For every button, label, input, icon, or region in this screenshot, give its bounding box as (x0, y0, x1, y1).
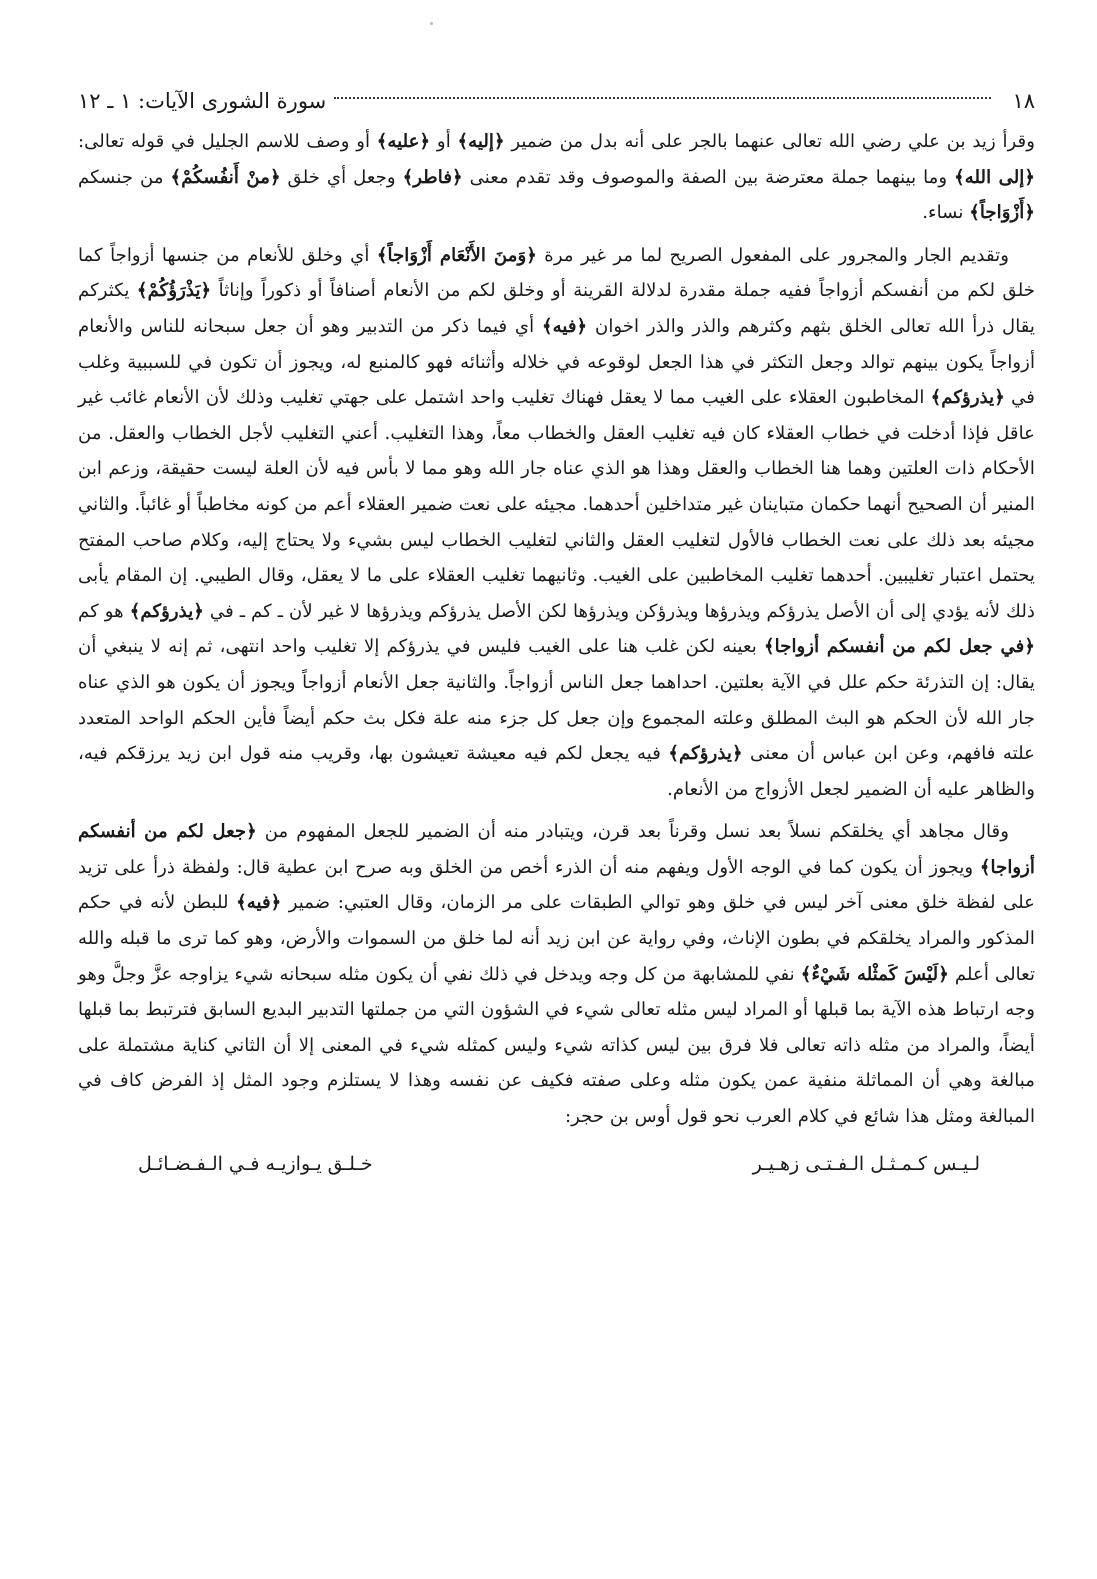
quran-quote: ﴿فاطر﴾ (402, 166, 463, 188)
chapter-title: سورة الشورى الآيات: ١ ـ ١٢ (78, 89, 327, 113)
quran-quote: ﴿فيه﴾ (236, 892, 282, 914)
quran-quote: ﴿إلى الله﴾ (954, 166, 1036, 188)
text-run: نساء. (922, 202, 970, 224)
body-text (78, 124, 1035, 1135)
quran-quote: ﴿لَيْسَ كَمثْله شَيْءٌ﴾ (800, 963, 949, 985)
text-run: وما بينهما جملة معترضة بين الصفة والموصوف وقد تقدم معنى (462, 166, 955, 188)
page-number: ١٨ (1012, 89, 1035, 113)
text-run: وتقديم الجار والمجرور على المفعول الصريح لما مر غير مرة (536, 244, 1010, 266)
quran-quote: ﴿يذرؤكم﴾ (668, 743, 743, 765)
verse-second-hemistich: خـلـق يـوازيـه فـي الـفـضـائـل (138, 1152, 373, 1175)
quran-quote: ﴿منْ أَنفُسكُمْ﴾ (170, 166, 281, 188)
verse-first-hemistich: لـيـس كـمـثـل الـفـتـى زهـيـر (752, 1152, 980, 1175)
paragraph (78, 814, 1035, 1134)
text-run: وجعل أي خلق (280, 166, 403, 188)
text-run: وقرأ زيد بن علي رضي الله تعالى عنهما بالجر على أنه بدل من ضمير (504, 131, 1036, 152)
text-run: أي وخلق للأنعام من جنسها أزواجاً كما خلق لكم من أنفسكم أزواجاً ففيه جملة مقدرة لدلالة القرينة أو وخلق لكم من الأنعام أصنافاً أو ذكوراً وإناثاً (78, 244, 1035, 302)
text-run: من جنسكم (78, 166, 171, 188)
quran-quote: ﴿في جعل لكم من أنفسكم أزواجا﴾ (764, 636, 1035, 658)
running-head (78, 78, 1035, 112)
text-run: أي فيما ذكر من التدبير وهو أن جعل سبحانه للناس والأنعام أزواجاً يكون بينهم توالد وجعل التكثر في هذا الجعل لوقوعه في خلاله وأثنائه فهو كالمنبع له، ويجوز أن تكون في للسببية وغلب في (78, 315, 1035, 409)
quran-quote: ﴿إليه﴾ (457, 131, 505, 152)
text-run: نفي للمشابهة من كل وجه ويدخل في ذلك نفي أن يكون مثله سبحانه شيء يزاوجه عزَّ وجلَّ وهو وجه ارتباط هذه الآية بما قبلها أو المراد ليس مثله تعالى شيء في الشؤون التي من جملتها التدبير البديع السابق فترتبط بما قبلها أيضاً، والمراد من مثله ذاته تعالى فلا فرق بين ليس كذاته شيء وليس كمثله شيء في المعنى إلا أن الثاني كناية مشتملة على مبالغة وهي أن المماثلة منفية عمن يكون مثله وعلى صفته فكيف عن نفسه وهذا لا يستلزم وجود المثل إذ الفرض كاف في المبالغة ومثل هذا شائع في كلام العرب نحو قول أوس بن حجر: (78, 963, 1035, 1128)
paragraph (78, 124, 1035, 231)
quran-quote: ﴿يَذْرَؤُكُمْ﴾ (136, 280, 212, 302)
paragraph (78, 238, 1035, 808)
text-run: للبطن لأنه في حكم المذكور والمراد يخلقكم في بطون الإناث، وفي رواية عن ابن زيد أنه لما خلق من السموات والأرض، وهو كما ترى ما قبله والله تعالى أعلم (78, 892, 1036, 985)
book-page (78, 78, 1035, 1559)
text-run: بعينه لكن غلب هنا على الغيب فليس في يذرؤكم إلا تغليب واحد انتهى، ثم إنه لا ينبغي أن يقال: إن التذرئة حكم علل في الآية بعلتين. احداهما جعل الناس أزواجاً. والثانية جعل الأنعام أزواجاً ويجوز أن يكون هو الذي عناه جار الله لأن الحكم هو البث المطلق وعلته المجموع وإن جعل كل جزء منه علة فكل بث حكم أيضاً فأين الحكم الواحد المتعدد علته فافهم، وعن ابن عباس أن معنى (78, 636, 1036, 765)
quran-quote: ﴿أَزْوَاجاً﴾ (969, 202, 1035, 224)
quran-quote: ﴿جعل لكم من أنفسكم أزواجا﴾ (78, 821, 1035, 878)
quran-quote: ﴿عليه﴾ (376, 131, 431, 152)
text-run: هو كم (78, 600, 130, 622)
text-run: يكثركم يقال ذرأ الله تعالى الخلق بثهم وكثرهم والذر والذر اخوان (78, 280, 1035, 337)
scan-mark (430, 22, 433, 25)
text-run: أو (430, 131, 458, 152)
leader-dots (334, 91, 991, 99)
text-run: فيه يجعل لكم فيه معيشة تعيشون بها، وقريب منه قول ابن زيد يرزقكم فيه، والظاهر عليه أن الضمير لجعل الأزواج من الأنعام. (78, 743, 1035, 800)
text-run: المخاطبون العقلاء على الغيب مما لا يعقل فهناك تغليب واحد اشتمل على جهتي تغليب وذلك لأن الأنعام غائب غير عاقل فإذا أدخلت في خطاب العقلاء كان فيه تغليب العقل والخطاب معاً، وهذا التغليب. أعني التغليب لأجل الخطاب والعقل. من الأحكام ذات العلتين وهما هنا الخطاب والعقل وهذا هو الذي عناه جار الله وهو مما لا بأس فيه لأن العلة ليست حقيقة، وزعم ابن المنير أن الصحيح أنهما حكمان متباينان غير متداخلين أحدهما. مجيئه على نعت ضمير العقلاء أعم من كونه مخاطباً أو غائباً. والثاني مجيئه بعد ذلك على نعت الخطاب فالأول لتغليب العقل والثاني لتغليب الخطاب ليس بشيء ولا يحتاج إليه، وكلام صاحب المفتح يحتمل اعتبار تغليبين. أحدهما تغليب المخاطبين على الغيب. وثانيهما تغليب العقلاء على ما لا يعقل، وقال الطيبي. إن المقام يأبى ذلك لأنه يؤدي إلى أن الأصل يذرؤكم ويذرؤها ويذرؤكن ويذرؤها لكن الأصل يذرؤكم ويذرؤها لا غير لأن ـ كم ـ في (78, 387, 1036, 622)
quran-quote: ﴿وَمنَ الأَنْعَام أَزْوَاجاً﴾ (376, 244, 537, 266)
quran-quote: ﴿يذرؤكم﴾ (930, 387, 1005, 409)
text-run: وقال مجاهد أي يخلقكم نسلاً بعد نسل وقرناً بعد قرن، ويتبادر منه أن الضمير للجعل المفهوم من (256, 821, 1009, 843)
quran-quote: ﴿يذرؤكم﴾ (129, 600, 204, 622)
quran-quote: ﴿فيه﴾ (541, 315, 588, 337)
text-run: أو وصف للاسم الجليل في قوله تعالى: (78, 131, 377, 152)
text-run: ويجوز أن يكون كما في الوجه الأول ويفهم منه أن الذرء أخص من الخلق وبه صرح ابن عطية قال: ولفظة ذرأ على تزيد على لفظة خلق معنى آخر ليس في خلق وهو توالي الطبقات على مر الزمان، وقال العتبي: ضمير (78, 856, 1035, 914)
poetry-verse (78, 1153, 1035, 1175)
